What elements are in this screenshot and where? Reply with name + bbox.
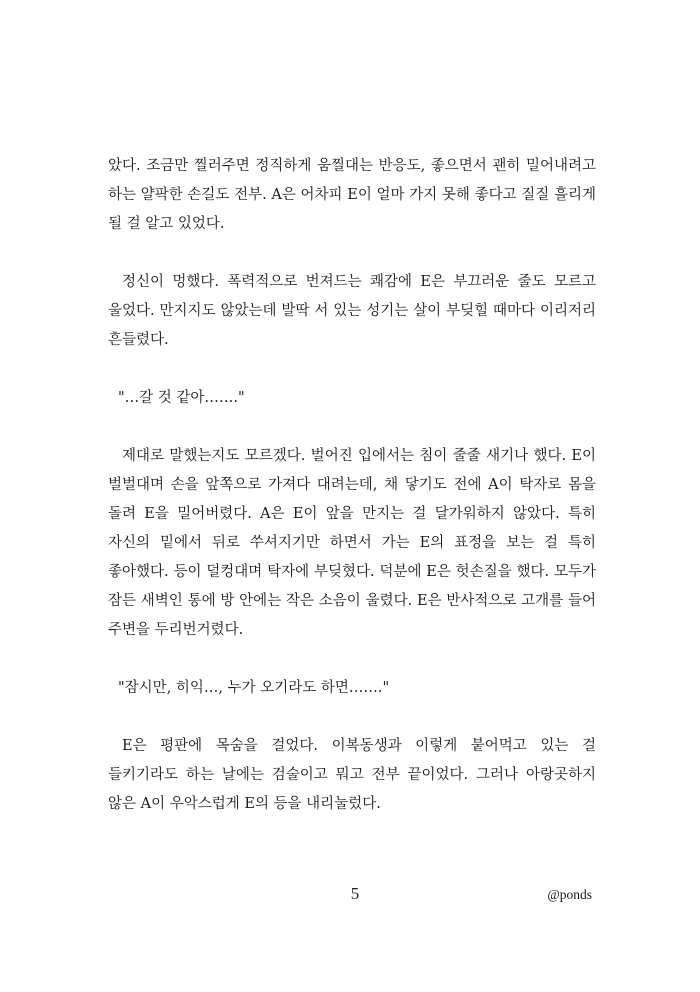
page-number: 5 xyxy=(350,884,360,903)
paragraph: 제대로 말했는지도 모르겠다. 벌어진 입에서는 침이 줄줄 새기나 했다. E이 벌벌대며 손을 앞쪽으로 가져다 대려는데, 채 닿기도 전에 A이 탁자로 몸을 돌려 E을 밀어버렸다. A은 E이 앞을 만지는 걸 달가워하지 않았다. 특히 자신의 밑에서 뒤로 쑤셔지기만 하면서 가는 E의 표정을 보는 걸 특히 좋아했다. 등이 덜컹대며 탁자에 부딪혔다. 덕분에 E은 헛손질을 했다. 모두가 잠든 새벽인 통에 방 안에는 작은 소음이 울렸다. E은 반사적으로 고개를 들어 주변을 두리번거렸다. xyxy=(108,448,596,638)
paragraph-gap xyxy=(108,413,596,442)
paragraph: E은 평판에 목숨을 걸었다. 이복동생과 이렇게 붙어먹고 있는 걸 들키기라도 하는 날에는 검술이고 뭐고 전부 끝이었다. 그러나 아랑곳하지 않은 A이 우악스럽게 E의 등을 내리눌렀다. xyxy=(108,738,596,812)
paragraph: 았다. 조금만 찔러주면 정직하게 움찔대는 반응도, 좋으면서 괜히 밀어내려고 하는 얄팍한 손길도 전부. A은 어차피 E이 얼마 가지 못해 좋다고 질질 흘리게 될 걸 알고 있었다. xyxy=(108,158,596,232)
body-text xyxy=(108,152,596,819)
paragraph-gap xyxy=(108,239,596,268)
paragraph-gap xyxy=(108,355,596,384)
paragraph-gap xyxy=(108,703,596,732)
author-credit: @ponds xyxy=(547,887,592,902)
paragraph-gap xyxy=(108,645,596,674)
paragraph: 정신이 멍했다. 폭력적으로 번져드는 쾌감에 E은 부끄러운 줄도 모르고 울었다. 만지지도 않았는데 발딱 서 있는 성기는 살이 부딪힐 때마다 이리저리 흔들렸다. xyxy=(108,274,596,348)
dialogue-line: "…갈 것 같아……." xyxy=(118,390,245,406)
dialogue-line: "잠시만, 히익…, 누가 오기라도 하면……." xyxy=(118,680,390,696)
